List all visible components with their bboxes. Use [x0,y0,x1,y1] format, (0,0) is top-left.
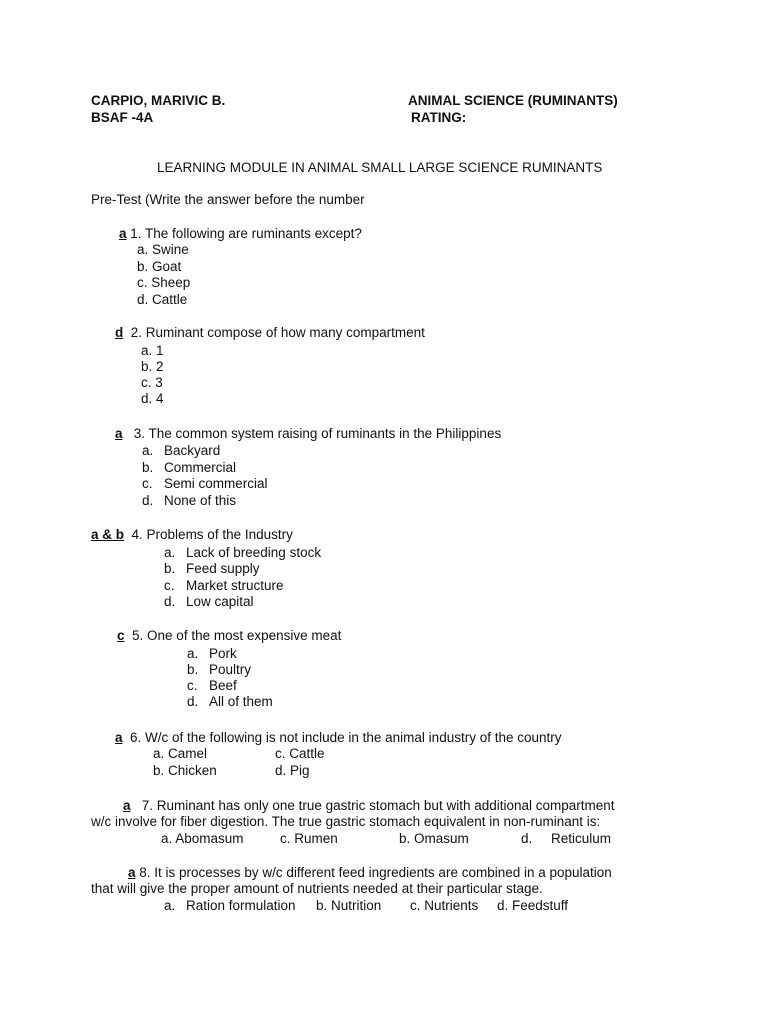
question-7-text: 7. Ruminant has only one true gastric stomach but with additional compartment [141,798,615,813]
answer-1: a [119,226,127,241]
q5-option-d: d. All of them [187,694,273,709]
q7-option-d: Reticulum [551,831,612,846]
question-1-text: 1. The following are ruminants except? [130,226,362,241]
instructions: Pre-Test (Write the answer before the number [91,192,365,207]
module-title: LEARNING MODULE IN ANIMAL SMALL LARGE SCIENCE RUMINANTS [157,160,603,175]
q5-option-a: a. Pork [187,646,237,661]
answer-2: d [115,325,124,340]
question-8-text: 8. It is processes by w/c different feed ingredients are combined in a population [139,865,612,880]
q8-option-a: Ration formulation [186,898,296,913]
q7-option-a: a. Abomasum [161,831,244,846]
q8-option-c: c. Nutrients [410,898,479,913]
q4-option-d: d. Low capital [164,594,254,609]
q4-option-c: c. Market structure [164,578,284,593]
question-1 [119,226,362,242]
question-7 [123,798,615,814]
q1-option-a: a. Swine [137,242,189,257]
question-8 [128,865,612,881]
q2-option-c: c. 3 [141,375,163,390]
question-8-text-cont: that will give the proper amount of nutrients needed at their particular stage. [91,881,543,896]
question-4-text: 4. Problems of the Industry [131,527,293,542]
q8-option-a-label: a. [164,898,176,913]
question-2 [115,325,425,341]
q6-option-a: a. Camel [153,746,208,761]
question-3 [115,426,501,442]
q3-option-d: d. None of this [142,493,237,508]
q7-option-b: b. Omasum [399,831,469,846]
q6-option-c: c. Cattle [275,746,325,761]
question-5 [117,628,341,644]
q2-option-b: b. 2 [141,359,164,374]
student-section: BSAF -4A [91,110,154,125]
question-7-text-cont: w/c involve for fiber digestion. The true gastric stomach equivalent in non-ruminant is: [91,814,601,829]
q5-option-c: c. Beef [187,678,237,693]
q3-option-a: a. Backyard [142,443,221,458]
q4-option-a: a. Lack of breeding stock [164,545,322,560]
q4-option-b: b. Feed supply [164,561,260,576]
question-5-text: 5. One of the most expensive meat [132,628,342,643]
q8-option-d: d. Feedstuff [497,898,569,913]
q7-option-d-label: d. [521,831,533,846]
answer-8: a [128,865,136,880]
q2-option-a: a. 1 [141,343,164,358]
answer-3: a [115,426,123,441]
rating-label: RATING: [411,110,467,125]
question-3-text: 3. The common system raising of ruminants in the Philippines [133,426,502,441]
q6-option-b: b. Chicken [153,763,217,778]
question-4 [91,527,293,543]
student-name: CARPIO, MARIVIC B. [91,93,226,108]
answer-6: a [115,730,123,745]
q1-option-d: d. Cattle [137,292,188,307]
q1-option-c: c. Sheep [137,275,191,290]
q8-option-b: b. Nutrition [316,898,382,913]
answer-7: a [123,798,131,813]
q3-option-c: c. Semi commercial [142,476,268,491]
q6-option-d: d. Pig [275,763,310,778]
q7-option-c: c. Rumen [280,831,338,846]
q5-option-b: b. Poultry [187,662,252,677]
question-6-text: 6. W/c of the following is not include in the animal industry of the country [130,730,562,745]
q1-option-b: b. Goat [137,259,182,274]
q3-option-b: b. Commercial [142,460,237,475]
subject-title: ANIMAL SCIENCE (RUMINANTS) [408,93,618,108]
q2-option-d: d. 4 [141,391,164,406]
answer-5: c [117,628,125,643]
question-6 [115,730,562,746]
answer-4: a & b [91,527,125,542]
question-2-text: 2. Ruminant compose of how many compartment [130,325,425,340]
